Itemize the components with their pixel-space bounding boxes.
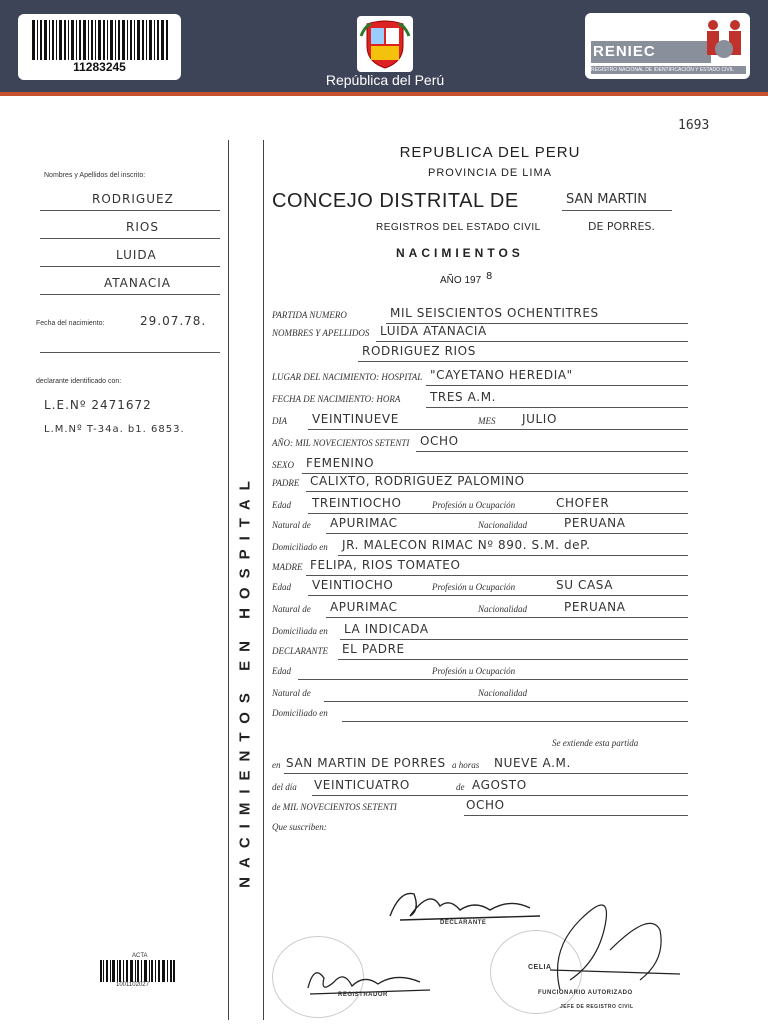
form-label: Edad [272,500,291,510]
closing-intro-row [272,734,688,752]
closing-month-value: AGOSTO [472,778,527,792]
form-value: JR. MALECON RIMAC Nº 890. S.M. deP. [342,538,591,552]
closing-year-value: OCHO [466,798,505,812]
sidebar-birth-label: Fecha del nacimiento: [36,320,105,327]
closing-hour-label: a horas [452,760,480,770]
closing-place-value: SAN MARTIN DE PORRES [286,756,446,770]
title-registry-hand: DE PORRES. [588,220,655,233]
closing-day-value: VEINTICUATRO [314,778,410,792]
form-label: Domiciliado en [272,542,328,552]
form-line [426,385,688,386]
reniec-figures-icon [703,19,745,63]
form-value: OCHO [420,434,459,448]
form-label: Edad [272,582,291,592]
form-label: DIA [272,416,287,426]
title-council-district: SAN MARTIN [566,192,647,207]
country-name: República del Perú [325,72,445,88]
form-line [306,491,688,492]
form-row [272,456,688,474]
sidebar-name-1: RODRIGUEZ [92,192,174,206]
form-line [308,429,688,430]
form-line [306,575,688,576]
form-value: VEINTINUEVE [312,412,399,426]
acta-number: 1001102027 [116,982,149,988]
form-row [272,412,688,430]
form-row [272,474,688,492]
closing-row-4 [272,818,688,836]
peru-crest [357,16,413,72]
sidebar-names-label: Nombres y Apellidos del inscrito: [44,172,146,179]
form-label: FECHA DE NACIMIENTO: HORA [272,394,401,404]
form-row [272,704,688,722]
form-label: PARTIDA NUMERO [272,310,347,320]
form-line [308,513,688,514]
form-line [298,679,688,680]
form-label-secondary: Nacionalidad [478,688,527,698]
form-row [272,368,688,386]
form-label: PADRE [272,478,300,488]
form-value: APURIMAC [330,516,398,530]
closing-line [312,795,688,796]
funcionario-name: CELIA [528,964,552,971]
form-line [416,451,688,452]
closing-line [464,815,688,816]
coat-of-arms-icon [357,16,413,72]
form-row [272,538,688,556]
form-label: LUGAR DEL NACIMIENTO: HOSPITAL [272,372,423,382]
title-province: PROVINCIA DE LIMA [428,167,552,179]
sidebar-declarant-label: declarante identificado con: [36,378,122,385]
form-label-secondary: Nacionalidad [478,604,527,614]
form-value: FEMENINO [306,456,375,470]
form-label: Domiciliada en [272,626,328,636]
closing-day-label: del día [272,782,297,792]
form-row [272,434,688,452]
top-bar [0,0,768,92]
closing-place-label: en [272,760,281,770]
barcode-box [18,14,181,80]
form-row [272,684,688,702]
form-value-secondary: JULIO [522,412,557,426]
reniec-brand: RENIEC [593,43,656,60]
sidebar-line [40,266,220,267]
form-row [272,390,688,408]
acta-label: ACTA [132,953,148,959]
form-row [272,578,688,596]
form-value: CALIXTO, RODRIGUEZ PALOMINO [310,474,525,488]
form-label: SEXO [272,460,294,470]
form-value: FELIPA, RIOS TOMATEO [310,558,461,572]
closing-row-1 [272,756,688,774]
form-label: Domiciliado en [272,708,328,718]
form-row [272,324,688,342]
form-value: TREINTIOCHO [312,496,402,510]
sidebar-line [40,352,220,353]
title-registry: REGISTROS DEL ESTADO CIVIL [376,222,541,233]
form-label-secondary: Nacionalidad [478,520,527,530]
closing-month-label: de [456,782,465,792]
form-label: Natural de [272,604,311,614]
form-label: Natural de [272,520,311,530]
funcionario-signature-icon [520,890,690,1000]
form-value-secondary: PERUANA [564,516,626,530]
sidebar-name-3: LUIDA [116,248,157,262]
form-row [272,600,688,618]
title-republic: REPUBLICA DEL PERU [399,144,581,161]
form-row [272,558,688,576]
form-value-secondary: PERUANA [564,600,626,614]
form-row [272,516,688,534]
title-year-hand: 8 [486,271,493,282]
form-value: TRES A.M. [430,390,497,404]
title-year-label: AÑO 197 [440,275,482,286]
document-number: 1693 [678,118,710,133]
form-value: VEINTIOCHO [312,578,394,592]
form-row [272,306,688,324]
form-value: "CAYETANO HEREDIA" [430,368,573,382]
reniec-logo [585,13,750,79]
reniec-subtitle: REGISTRO NACIONAL DE IDENTIFICACIÓN Y ESTADO CIVIL [591,66,746,74]
title-council-line [562,210,672,211]
sidebar-birth-date: 29.07.78. [140,314,207,328]
closing-hour-value: NUEVE A.M. [494,756,571,770]
form-line [358,361,688,362]
form-line [338,555,688,556]
signature-registrador-caption: REGISTRADOR [338,992,388,998]
form-label-secondary: Profesión u Ocupación [432,582,516,592]
form-line [376,341,688,342]
closing-year-label: de MIL NOVECIENTOS SETENTI [272,802,397,812]
form-value: LUIDA ATANACIA [380,324,487,338]
form-value: LA INDICADA [344,622,429,636]
form-row [272,662,688,680]
closing-row-2 [272,778,688,796]
form-line [342,721,688,722]
form-value: RODRIGUEZ RIOS [362,344,476,358]
form-label: NOMBRES Y APELLIDOS [272,328,370,338]
title-section: NACIMIENTOS [396,246,524,260]
sidebar-line [40,210,220,211]
form-label: AÑO: MIL NOVECIENTOS SETENTI [272,438,410,448]
form-line [326,617,688,618]
closing-line [284,773,688,774]
title-council: CONCEJO DISTRITAL DE [272,190,519,212]
form-value: APURIMAC [330,600,398,614]
form-line [426,407,688,408]
sidebar-id-1: L.E.Nº 2471672 [44,398,152,412]
closing-signers-label: Que suscriben: [272,822,327,832]
form-row [272,344,688,362]
sidebar-line [40,238,220,239]
form-label-secondary: MES [478,416,496,426]
form-label: Edad [272,666,291,676]
barcode-icon [32,20,168,60]
form-line [324,701,688,702]
closing-row-3 [272,798,688,816]
form-line [340,639,688,640]
barcode-number: 11283245 [73,60,126,74]
sidebar-name-2: RIOS [126,220,159,234]
form-label-secondary: Profesión u Ocupación [432,500,516,510]
funcionario-subtitle: JEFE DE REGISTRO CIVIL [560,1004,634,1010]
vertical-strip-text: NACIMIENTOS EN HOSPITAL [236,472,254,888]
form-row [272,622,688,640]
funcionario-title: FUNCIONARIO AUTORIZADO [538,990,633,996]
closing-intro: Se extiende esta partida [552,738,639,748]
sidebar-id-2: L.M.Nº T-34a. b1. 6853. [44,424,185,435]
top-stripe [0,92,768,96]
form-value-secondary: CHOFER [556,496,610,510]
sidebar-name-4: ATANACIA [104,276,171,290]
form-row [272,496,688,514]
sidebar-line [40,294,220,295]
acta-barcode-icon [100,960,175,982]
form-value: EL PADRE [342,642,405,656]
form-line [308,595,688,596]
form-label-secondary: Profesión u Ocupación [432,666,516,676]
form-label: MADRE [272,562,303,572]
form-line [326,533,688,534]
signature-declarante-caption: DECLARANTE [440,920,487,926]
form-label: DECLARANTE [272,646,329,656]
form-value-secondary: SU CASA [556,578,614,592]
form-label: Natural de [272,688,311,698]
form-value: MIL SEISCIENTOS OCHENTITRES [390,306,599,320]
form-row [272,642,688,660]
form-line [338,659,688,660]
